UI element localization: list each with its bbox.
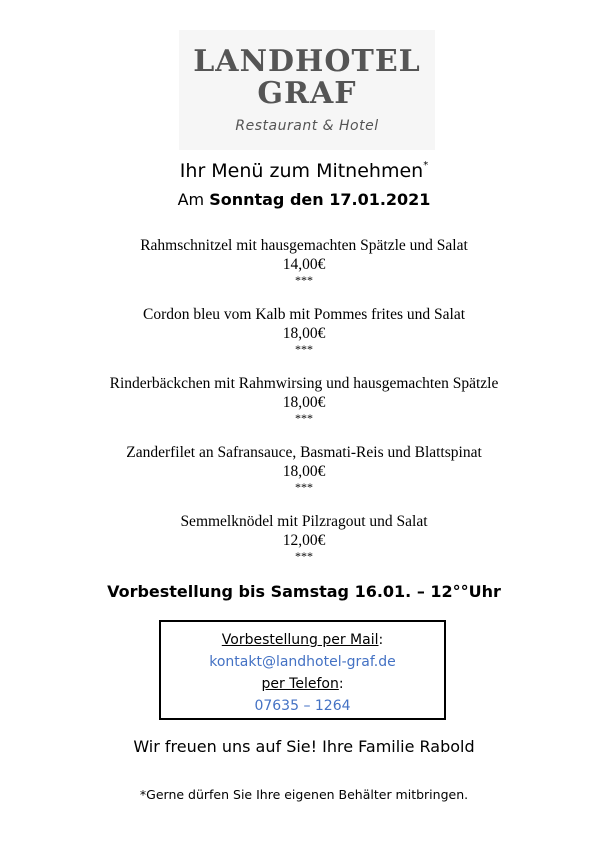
mail-label-colon: : [378,632,384,648]
dish-name: Cordon bleu vom Kalb mit Pommes frites und Salat [142,306,466,323]
dish-separator: *** [295,411,313,425]
dish-separator: *** [295,549,313,563]
date-value: Sonntag den 17.01.2021 [209,190,431,209]
thanks-message: Wir freuen uns auf Sie! Ihre Familie Rabold [133,737,475,756]
contact-box [159,620,446,720]
menu-item [0,512,608,581]
page-title [0,160,608,182]
page-title-text: Ihr Menü zum Mitnehmen [179,160,424,182]
phone-label: per Telefon [261,676,339,692]
dish-name: Zanderfilet an Safransauce, Basmati-Reis und Blattspinat [126,444,482,461]
mail-label: Vorbestellung per Mail [221,632,379,648]
logo-line-graf: GRAF [257,76,357,111]
menu-item [0,374,608,443]
phone-label-line [161,673,444,695]
menu-date [0,190,608,209]
hotel-logo [179,30,435,150]
menu-item [0,236,608,305]
menu-item [0,305,608,374]
phone-label-colon: : [338,676,344,692]
dish-separator: *** [295,342,313,356]
preorder-deadline: Vorbestellung bis Samstag 16.01. – 12°°Uhr [107,582,501,601]
menu-item [0,443,608,512]
dish-price: 14,00€ [282,256,326,273]
dish-price: 18,00€ [282,394,326,411]
dish-separator: *** [295,273,313,287]
dish-price: 18,00€ [282,463,326,480]
footnote: *Gerne dürfen Sie Ihre eigenen Behälter mitbringen. [139,787,469,802]
logo-subtitle: Restaurant & Hotel [235,118,379,134]
logo-line-landhotel: LANDHOTEL [193,44,421,79]
dish-name: Rinderbäckchen mit Rahmwirsing und hausgemachten Spätzle [109,375,499,392]
title-footnote-mark: * [423,160,429,171]
date-prefix: Am [177,190,210,209]
dish-price: 12,00€ [282,532,326,549]
dish-separator: *** [295,480,313,494]
menu-list [0,236,608,581]
dish-price: 18,00€ [282,325,326,342]
mail-label-line [161,629,444,651]
dish-name: Semmelknödel mit Pilzragout und Salat [180,513,428,530]
email-link[interactable]: kontakt@landhotel-graf.de [209,654,396,670]
phone-link[interactable]: 07635 – 1264 [254,698,351,714]
dish-name: Rahmschnitzel mit hausgemachten Spätzle und Salat [140,237,468,254]
